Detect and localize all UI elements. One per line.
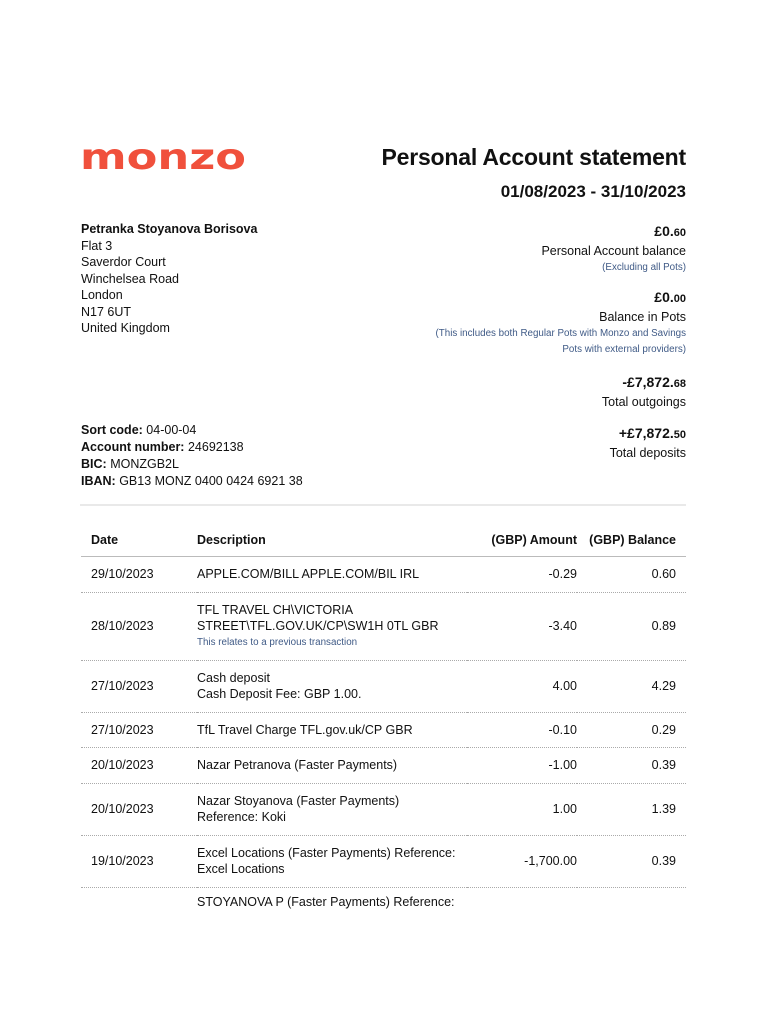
account-number-value: 24692138 — [187, 440, 244, 454]
account-balance-amount: £0.60 — [654, 223, 686, 239]
row-description: Nazar Petranova (Faster Payments) — [197, 748, 467, 784]
monzo-logo — [80, 138, 248, 178]
transactions-table — [81, 524, 686, 919]
account-balance-summary — [541, 222, 686, 276]
row-amount: -1.00 — [467, 748, 577, 784]
iban-value: GB13 MONZ 0400 0424 6921 38 — [119, 474, 303, 488]
balance-header: (GBP) Balance — [577, 524, 686, 557]
row-balance: 0.60 — [577, 557, 686, 593]
row-balance: 0.39 — [577, 835, 686, 887]
bic-row — [81, 456, 303, 473]
logo-text: monzo — [80, 138, 246, 178]
account-balance-label: Personal Account balance — [541, 244, 686, 258]
row-amount: 4.00 — [467, 660, 577, 712]
bic-value: MONZGB2L — [110, 457, 179, 471]
row-date: 27/10/2023 — [81, 660, 197, 712]
total-outgoings-summary — [602, 373, 686, 411]
row-date: 20/10/2023 — [81, 748, 197, 784]
row-description: Excel Locations (Faster Payments) Reference: Excel Locations — [197, 835, 467, 887]
account-number-row — [81, 439, 303, 456]
row-description: TfL Travel Charge TFL.gov.uk/CP GBR — [197, 712, 467, 748]
statement-period: 01/08/2023 - 31/10/2023 — [500, 182, 686, 201]
row-balance: 0.89 — [577, 592, 686, 660]
row-description: Nazar Stoyanova (Faster Payments) Reference: Koki — [197, 783, 467, 835]
pots-balance-summary — [436, 288, 687, 358]
statement-title: Personal Account statement — [381, 144, 686, 170]
date-header: Date — [81, 524, 197, 557]
row-balance: 4.29 — [577, 660, 686, 712]
row-date: 29/10/2023 — [81, 557, 197, 593]
sort-code-row — [81, 422, 303, 439]
total-outgoings-label: Total outgoings — [601, 395, 686, 409]
total-deposits-amount: +£7,872.50 — [618, 425, 686, 441]
row-note: This relates to a previous transaction — [197, 636, 358, 648]
pots-balance-amount: £0.00 — [654, 289, 686, 305]
amount-header: (GBP) Amount — [467, 524, 577, 557]
row-balance: 1.39 — [577, 783, 686, 835]
row-date: 27/10/2023 — [81, 712, 197, 748]
table-row — [81, 557, 686, 593]
address-line: United Kingdom — [81, 321, 170, 335]
iban-row — [81, 473, 303, 490]
description-header: Description — [197, 524, 467, 557]
address-line: Flat 3 — [81, 238, 113, 253]
table-row — [81, 712, 686, 748]
row-description: TFL TRAVEL CH\VICTORIA STREET\TFL.GOV.UK/CP\SW1H 0TL GBR This relates to a previous transaction — [197, 592, 467, 660]
row-balance: 0.39 — [577, 748, 686, 784]
row-date: 20/10/2023 — [81, 783, 197, 835]
section-divider — [80, 504, 686, 506]
address-line: Saverdor Court — [81, 255, 166, 269]
table-row — [81, 887, 686, 919]
account-number-label: Account number: — [81, 440, 185, 454]
total-deposits-summary — [610, 424, 686, 462]
address-line: Winchelsea Road — [81, 271, 179, 286]
table-header-row — [81, 524, 686, 557]
row-amount: -0.29 — [467, 557, 577, 593]
table-row — [81, 592, 686, 660]
address-line: London — [81, 288, 123, 302]
customer-name: Petranka Stoyanova Borisova — [81, 222, 258, 236]
row-date: 28/10/2023 — [81, 592, 197, 660]
row-amount: -3.40 — [467, 592, 577, 660]
row-date: 19/10/2023 — [81, 835, 197, 887]
pots-balance-label: Balance in Pots — [599, 310, 686, 324]
row-amount — [467, 887, 577, 919]
customer-address — [81, 221, 257, 337]
row-description: Cash deposit Cash Deposit Fee: GBP 1.00. — [197, 660, 467, 712]
sort-code-label: Sort code: — [81, 423, 143, 437]
bank-details — [81, 422, 303, 490]
row-amount: -0.10 — [467, 712, 577, 748]
row-amount: 1.00 — [467, 783, 577, 835]
pots-balance-note: (This includes both Regular Pots with Monzo and Savings — [435, 328, 686, 339]
row-balance: 0.29 — [577, 712, 686, 748]
table-row — [81, 783, 686, 835]
table-row — [81, 835, 686, 887]
total-outgoings-amount: -£7,872.68 — [622, 374, 686, 390]
iban-label: IBAN: — [81, 474, 116, 488]
bic-label: BIC: — [81, 457, 107, 471]
row-date — [81, 887, 197, 919]
row-amount: -1,700.00 — [467, 835, 577, 887]
total-deposits-label: Total deposits — [609, 446, 686, 460]
row-balance — [577, 887, 686, 919]
table-row — [81, 660, 686, 712]
pots-balance-note: Pots with external providers) — [562, 344, 686, 355]
table-row — [81, 748, 686, 784]
account-balance-note: (Excluding all Pots) — [602, 262, 686, 273]
sort-code-value: 04-00-04 — [146, 423, 197, 437]
address-line: N17 6UT — [81, 304, 132, 319]
row-description: STOYANOVA P (Faster Payments) Reference: — [197, 894, 455, 909]
row-description: APPLE.COM/BILL APPLE.COM/BIL IRL — [197, 557, 467, 593]
